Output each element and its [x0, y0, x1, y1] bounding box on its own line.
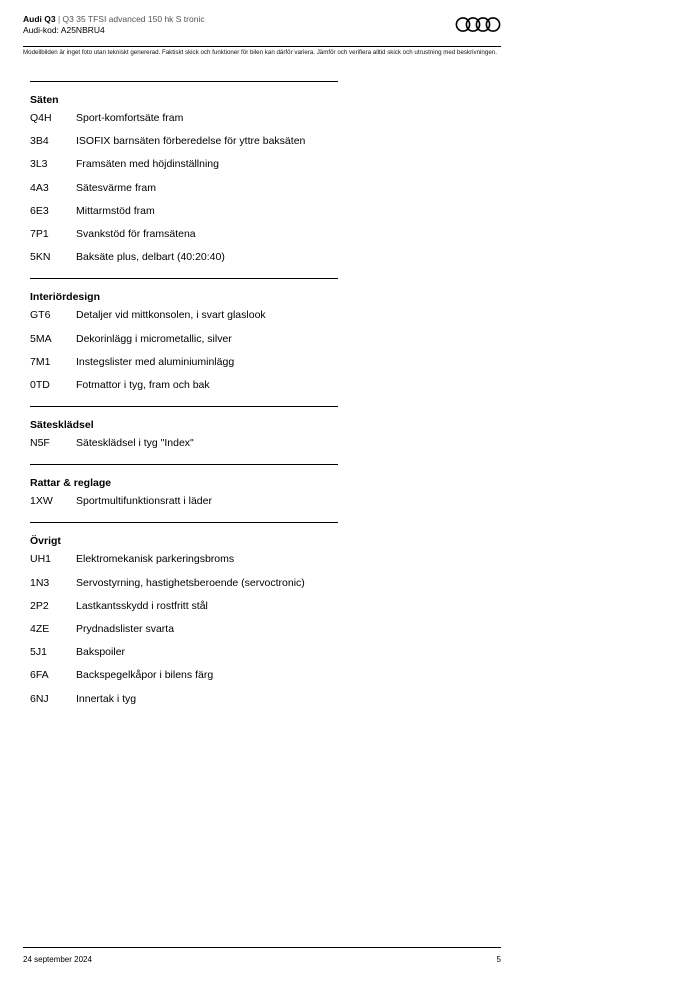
option-code: 5KN [30, 251, 51, 264]
option-description: Mittarmstöd fram [76, 204, 155, 217]
option-description: ISOFIX barnsäten förberedelse för yttre baksäten [76, 135, 306, 148]
equipment-row [30, 691, 338, 714]
equipment-row [30, 307, 338, 330]
option-description: Bakspoiler [76, 646, 126, 659]
equipment-row [30, 667, 338, 690]
option-code: 4A3 [30, 181, 49, 194]
equipment-row [30, 621, 338, 644]
option-code: 5J1 [30, 646, 47, 659]
header-separator: | [55, 14, 63, 24]
option-code: 1XW [30, 495, 53, 508]
equipment-row [30, 493, 338, 516]
option-code: UH1 [30, 553, 52, 566]
option-description: Sätesklädsel i tyg "Index" [76, 437, 194, 450]
equipment-row [30, 331, 338, 354]
equipment-row [30, 203, 338, 226]
option-description: Servostyrning, hastighetsberoende (servoctronic) [76, 576, 305, 589]
option-description: Prydnadslister svarta [76, 623, 175, 635]
option-description: Dekorinlägg i micrometallic, silver [76, 332, 232, 345]
option-code: 0TD [30, 378, 50, 391]
section [30, 522, 338, 719]
section [30, 81, 338, 278]
model-description: Q3 35 TFSI advanced 150 hk S tronic [62, 14, 205, 24]
option-description: Baksäte plus, delbart (40:20:40) [76, 251, 225, 264]
equipment-row [30, 133, 338, 156]
option-code: 2P2 [30, 599, 49, 612]
option-code: 5MA [30, 332, 52, 345]
option-description: Framsäten med höjdinställning [76, 158, 219, 171]
option-code: N5F [30, 437, 50, 450]
audi-code: Audi-kod: A25NBRU4 [23, 25, 105, 35]
disclaimer-text: Modellbilden är inget foto utan tekniskt genererad. Faktiskt skick och funktioner för bilen kan därför variera. Jämför och verifiera alltid skick och utrustning med beskrivningen. [23, 49, 497, 56]
page-header [23, 14, 501, 36]
option-description: Sport-komfortsäte fram [76, 112, 184, 124]
option-description: Sätesvärme fram [76, 181, 156, 194]
option-description: Sportmultifunktionsratt i läder [76, 495, 212, 508]
section-title: Rattar & reglage [30, 477, 112, 490]
equipment-row [30, 575, 338, 598]
page-number: 5 [496, 955, 501, 964]
option-code: 1N3 [30, 576, 50, 589]
option-description: Svankstöd för framsätena [76, 227, 196, 240]
section-title: Sätesklädsel [30, 419, 94, 432]
section [30, 464, 338, 522]
equipment-row [30, 226, 338, 249]
equipment-list [30, 81, 338, 720]
equipment-row [30, 435, 338, 458]
equipment-row [30, 551, 338, 574]
option-code: 6NJ [30, 692, 49, 705]
section-spacer [30, 714, 338, 720]
option-code: 6FA [30, 669, 49, 682]
option-code: 7P1 [30, 227, 49, 240]
equipment-row [30, 644, 338, 667]
option-code: 3B4 [30, 135, 49, 148]
header-divider [23, 46, 501, 47]
model-name: Audi Q3 [23, 14, 56, 24]
equipment-row [30, 249, 338, 272]
option-description: Elektromekanisk parkeringsbroms [76, 553, 235, 566]
section-title: Säten [30, 94, 59, 106]
equipment-row [30, 110, 338, 133]
header-title-line [23, 14, 501, 25]
option-code: Q4H [30, 112, 52, 124]
equipment-row [30, 377, 338, 400]
section-title: Interiördesign [30, 291, 101, 304]
option-description: Fotmattor i tyg, fram och bak [76, 378, 210, 391]
section [30, 406, 338, 464]
option-description: Innertak i tyg [76, 692, 137, 705]
option-description: Backspegelkåpor i bilens färg [76, 669, 214, 682]
audi-rings-logo [455, 16, 501, 33]
equipment-row [30, 156, 338, 179]
section [30, 278, 338, 406]
footer-date: 24 september 2024 [23, 955, 92, 964]
footer-divider [23, 947, 501, 948]
option-code: GT6 [30, 309, 51, 322]
option-code: 3L3 [30, 158, 48, 171]
option-code: 7M1 [30, 355, 51, 368]
equipment-row [30, 598, 338, 621]
option-description: Detaljer vid mittkonsolen, i svart glaslook [76, 309, 266, 322]
option-description: Instegslister med aluminiuminlägg [76, 355, 235, 368]
equipment-row [30, 180, 338, 203]
option-code: 4ZE [30, 623, 50, 635]
section-title: Övrigt [30, 535, 61, 548]
option-description: Lastkantsskydd i rostfritt stål [76, 599, 208, 612]
option-code: 6E3 [30, 204, 49, 217]
equipment-row [30, 354, 338, 377]
